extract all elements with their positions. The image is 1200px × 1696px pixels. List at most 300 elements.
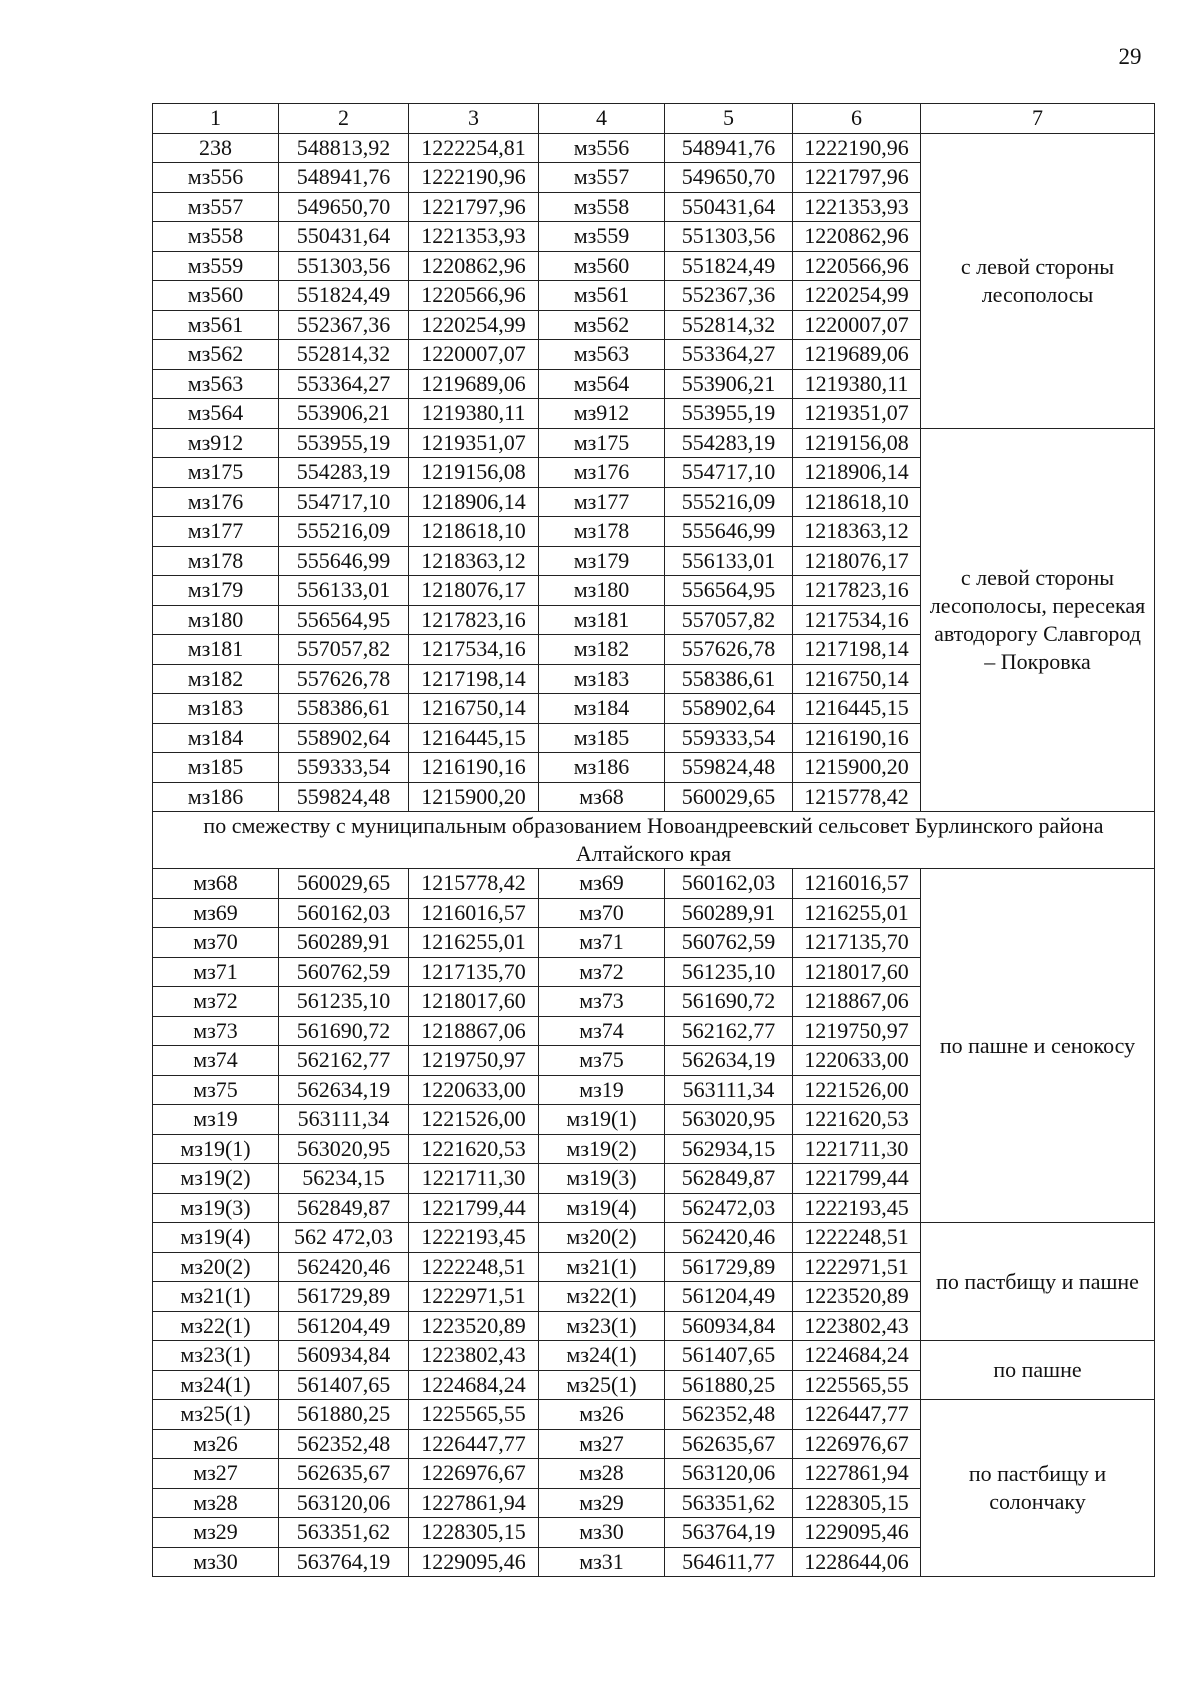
table-cell: 560289,91: [279, 928, 409, 958]
table-cell: 1226447,77: [793, 1400, 921, 1430]
boundary-description-cell: по пастбищу и солончаку: [921, 1400, 1155, 1577]
table-cell: 1218017,60: [409, 987, 539, 1017]
table-cell: 562849,87: [665, 1164, 793, 1194]
table-cell: 1222190,96: [409, 163, 539, 193]
table-cell: 1218867,06: [409, 1016, 539, 1046]
table-cell: мз563: [153, 369, 279, 399]
table-cell: 1215900,20: [409, 782, 539, 812]
table-cell: 548813,92: [279, 133, 409, 163]
table-cell: мз27: [153, 1459, 279, 1489]
table-cell: 551824,49: [665, 251, 793, 281]
table-cell: мз30: [153, 1547, 279, 1577]
table-cell: 1220254,99: [793, 281, 921, 311]
table-cell: 560289,91: [665, 898, 793, 928]
table-cell: мз72: [153, 987, 279, 1017]
table-cell: 562162,77: [665, 1016, 793, 1046]
table-cell: 550431,64: [279, 222, 409, 252]
table-cell: 563351,62: [665, 1488, 793, 1518]
table-cell: 1217534,16: [793, 605, 921, 635]
table-row: [153, 1223, 1155, 1253]
table-cell: 1219380,11: [793, 369, 921, 399]
table-cell: мз185: [539, 723, 665, 753]
table-cell: 561407,65: [279, 1370, 409, 1400]
table-cell: 553906,21: [665, 369, 793, 399]
table-cell: мз563: [539, 340, 665, 370]
table-cell: 1221799,44: [409, 1193, 539, 1223]
table-cell: 1215778,42: [793, 782, 921, 812]
table-cell: мз19: [539, 1075, 665, 1105]
table-cell: 1226976,67: [409, 1459, 539, 1489]
table-cell: 1220007,07: [793, 310, 921, 340]
table-cell: 1218867,06: [793, 987, 921, 1017]
table-cell: 561235,10: [665, 957, 793, 987]
table-cell: мз178: [153, 546, 279, 576]
table-cell: 1216445,15: [793, 694, 921, 724]
table-cell: 1217198,14: [409, 664, 539, 694]
table-cell: мз72: [539, 957, 665, 987]
table-cell: 563120,06: [665, 1459, 793, 1489]
table-cell: мз71: [153, 957, 279, 987]
table-cell: 551824,49: [279, 281, 409, 311]
table-cell: 556133,01: [665, 546, 793, 576]
table-cell: 1221620,53: [409, 1134, 539, 1164]
column-number-header: 1: [153, 104, 279, 134]
table-cell: 548941,76: [279, 163, 409, 193]
table-cell: 1219351,07: [409, 428, 539, 458]
table-cell: 1223520,89: [409, 1311, 539, 1341]
table-cell: 1222971,51: [409, 1282, 539, 1312]
table-cell: мз20(2): [539, 1223, 665, 1253]
table-cell: 1218618,10: [793, 487, 921, 517]
table-cell: мз558: [153, 222, 279, 252]
table-cell: 1219750,97: [793, 1016, 921, 1046]
table-cell: 559824,48: [665, 753, 793, 783]
table-cell: 549650,70: [665, 163, 793, 193]
table-cell: мз71: [539, 928, 665, 958]
table-cell: 562352,48: [665, 1400, 793, 1430]
table-cell: 56234,15: [279, 1164, 409, 1194]
table-cell: 561880,25: [665, 1370, 793, 1400]
table-cell: 1220862,96: [793, 222, 921, 252]
table-cell: 1223802,43: [793, 1311, 921, 1341]
section-divider-text: по смежеству с муниципальным образованием Новоандреевский сельсовет Бурлинского района Алтайского края: [153, 812, 1155, 869]
table-cell: 561407,65: [665, 1341, 793, 1371]
table-cell: мз27: [539, 1429, 665, 1459]
table-cell: мз75: [539, 1046, 665, 1076]
table-cell: 1228305,15: [793, 1488, 921, 1518]
table-cell: 1221797,96: [793, 163, 921, 193]
table-cell: мз19(1): [153, 1134, 279, 1164]
table-cell: мз26: [153, 1429, 279, 1459]
table-cell: мз177: [153, 517, 279, 547]
table-cell: 1218906,14: [409, 487, 539, 517]
table-cell: мз22(1): [153, 1311, 279, 1341]
table-cell: 558386,61: [665, 664, 793, 694]
table-cell: мз176: [539, 458, 665, 488]
table-cell: мз23(1): [539, 1311, 665, 1341]
table-cell: 552814,32: [279, 340, 409, 370]
table-cell: мз176: [153, 487, 279, 517]
table-cell: мз557: [153, 192, 279, 222]
table-cell: мз184: [153, 723, 279, 753]
table-cell: мз181: [153, 635, 279, 665]
table-cell: 1227861,94: [409, 1488, 539, 1518]
table-cell: 1220254,99: [409, 310, 539, 340]
table-cell: 551303,56: [279, 251, 409, 281]
table-cell: 558902,64: [279, 723, 409, 753]
table-cell: 556133,01: [279, 576, 409, 606]
table-cell: 562635,67: [665, 1429, 793, 1459]
table-cell: 562635,67: [279, 1459, 409, 1489]
table-cell: 1216016,57: [409, 898, 539, 928]
table-cell: 1226447,77: [409, 1429, 539, 1459]
table-cell: 563111,34: [279, 1105, 409, 1135]
table-cell: 557057,82: [665, 605, 793, 635]
table-cell: 1219689,06: [409, 369, 539, 399]
table-row: [153, 1341, 1155, 1371]
table-cell: мз23(1): [153, 1341, 279, 1371]
table-cell: 1221353,93: [793, 192, 921, 222]
table-cell: мз24(1): [153, 1370, 279, 1400]
table-cell: мз912: [539, 399, 665, 429]
table-cell: 552367,36: [279, 310, 409, 340]
table-cell: 1218618,10: [409, 517, 539, 547]
table-cell: 1220566,96: [409, 281, 539, 311]
table-cell: 561729,89: [665, 1252, 793, 1282]
table-cell: 563020,95: [665, 1105, 793, 1135]
table-cell: мз186: [153, 782, 279, 812]
table-cell: 561880,25: [279, 1400, 409, 1430]
table-cell: мз29: [153, 1518, 279, 1548]
table-cell: 1225565,55: [409, 1400, 539, 1430]
table-cell: мз557: [539, 163, 665, 193]
table-cell: мз19(3): [539, 1164, 665, 1194]
section-divider-row: [153, 812, 1155, 869]
table-row: [153, 133, 1155, 163]
table-cell: 560162,03: [665, 869, 793, 899]
table-cell: мз19(2): [539, 1134, 665, 1164]
table-cell: мз19(4): [539, 1193, 665, 1223]
table-cell: мз19(1): [539, 1105, 665, 1135]
table-cell: 1228305,15: [409, 1518, 539, 1548]
table-cell: 1220862,96: [409, 251, 539, 281]
table-cell: 1221797,96: [409, 192, 539, 222]
table-cell: 1216255,01: [793, 898, 921, 928]
table-cell: 1221620,53: [793, 1105, 921, 1135]
table-cell: 562849,87: [279, 1193, 409, 1223]
table-cell: 1219156,08: [793, 428, 921, 458]
table-cell: 562934,15: [665, 1134, 793, 1164]
table-cell: 557057,82: [279, 635, 409, 665]
column-number-header: 2: [279, 104, 409, 134]
table-cell: мз178: [539, 517, 665, 547]
table-cell: мз28: [153, 1488, 279, 1518]
table-cell: 560762,59: [279, 957, 409, 987]
table-cell: 1217823,16: [409, 605, 539, 635]
table-cell: 553955,19: [279, 428, 409, 458]
table-cell: мз182: [539, 635, 665, 665]
table-cell: мз24(1): [539, 1341, 665, 1371]
table-cell: мз70: [153, 928, 279, 958]
table-cell: 1224684,24: [793, 1341, 921, 1371]
coordinates-table-wrapper: [152, 103, 1155, 1577]
table-cell: мз25(1): [153, 1400, 279, 1430]
table-cell: 562634,19: [665, 1046, 793, 1076]
table-cell: 1218906,14: [793, 458, 921, 488]
table-cell: 555216,09: [665, 487, 793, 517]
table-cell: мз74: [539, 1016, 665, 1046]
table-cell: 554717,10: [665, 458, 793, 488]
table-cell: мз69: [539, 869, 665, 899]
table-cell: 1219689,06: [793, 340, 921, 370]
table-cell: мз73: [539, 987, 665, 1017]
table-cell: 554283,19: [665, 428, 793, 458]
table-cell: 1219156,08: [409, 458, 539, 488]
table-cell: 560934,84: [665, 1311, 793, 1341]
table-cell: мз559: [539, 222, 665, 252]
table-cell: мз25(1): [539, 1370, 665, 1400]
table-cell: 1218076,17: [793, 546, 921, 576]
table-cell: мз560: [539, 251, 665, 281]
table-cell: 556564,95: [665, 576, 793, 606]
table-cell: 560029,65: [665, 782, 793, 812]
table-cell: мз22(1): [539, 1282, 665, 1312]
boundary-description-cell: по пастбищу и пашне: [921, 1223, 1155, 1341]
table-cell: 1219351,07: [793, 399, 921, 429]
table-cell: 561690,72: [279, 1016, 409, 1046]
table-cell: 1216445,15: [409, 723, 539, 753]
table-cell: мз558: [539, 192, 665, 222]
table-header-row: [153, 104, 1155, 134]
table-cell: 1221711,30: [793, 1134, 921, 1164]
table-cell: 1220007,07: [409, 340, 539, 370]
table-cell: 562162,77: [279, 1046, 409, 1076]
table-cell: мз561: [539, 281, 665, 311]
table-cell: мз180: [539, 576, 665, 606]
table-cell: мз74: [153, 1046, 279, 1076]
table-cell: 550431,64: [665, 192, 793, 222]
table-cell: 1217135,70: [409, 957, 539, 987]
table-cell: мз19(3): [153, 1193, 279, 1223]
table-cell: 562634,19: [279, 1075, 409, 1105]
table-cell: 1226976,67: [793, 1429, 921, 1459]
table-cell: мз20(2): [153, 1252, 279, 1282]
table-cell: 1220566,96: [793, 251, 921, 281]
table-cell: мз21(1): [153, 1282, 279, 1312]
table-cell: 1216190,16: [793, 723, 921, 753]
table-cell: 1222190,96: [793, 133, 921, 163]
table-cell: 563120,06: [279, 1488, 409, 1518]
table-cell: 555646,99: [279, 546, 409, 576]
table-cell: мз556: [153, 163, 279, 193]
table-cell: 1221526,00: [793, 1075, 921, 1105]
page-number: 29: [1118, 44, 1142, 69]
table-cell: 564611,77: [665, 1547, 793, 1577]
table-cell: 562420,46: [665, 1223, 793, 1253]
table-cell: мз186: [539, 753, 665, 783]
table-row: [153, 869, 1155, 899]
table-cell: 562352,48: [279, 1429, 409, 1459]
table-cell: 562 472,03: [279, 1223, 409, 1253]
table-cell: 1223802,43: [409, 1341, 539, 1371]
table-cell: мз183: [153, 694, 279, 724]
table-row: [153, 428, 1155, 458]
table-cell: мз181: [539, 605, 665, 635]
table-cell: 553364,27: [279, 369, 409, 399]
table-cell: 549650,70: [279, 192, 409, 222]
table-cell: 560029,65: [279, 869, 409, 899]
table-cell: 554717,10: [279, 487, 409, 517]
table-cell: 551303,56: [665, 222, 793, 252]
table-cell: 1223520,89: [793, 1282, 921, 1312]
table-cell: 1222193,45: [409, 1223, 539, 1253]
table-cell: мз562: [153, 340, 279, 370]
table-cell: мз70: [539, 898, 665, 928]
table-cell: 1222971,51: [793, 1252, 921, 1282]
table-cell: мз30: [539, 1518, 665, 1548]
table-cell: мз560: [153, 281, 279, 311]
table-cell: мз183: [539, 664, 665, 694]
table-cell: мз75: [153, 1075, 279, 1105]
table-cell: мз185: [153, 753, 279, 783]
table-cell: 553364,27: [665, 340, 793, 370]
table-cell: 562472,03: [665, 1193, 793, 1223]
table-cell: 552367,36: [665, 281, 793, 311]
table-cell: мз19(4): [153, 1223, 279, 1253]
table-cell: мз180: [153, 605, 279, 635]
boundary-description-cell: по пашне: [921, 1341, 1155, 1400]
table-cell: 1225565,55: [793, 1370, 921, 1400]
table-row: [153, 1400, 1155, 1430]
table-cell: мз912: [153, 428, 279, 458]
table-cell: мз31: [539, 1547, 665, 1577]
table-cell: мз177: [539, 487, 665, 517]
table-cell: 561235,10: [279, 987, 409, 1017]
table-cell: 548941,76: [665, 133, 793, 163]
table-cell: 1215778,42: [409, 869, 539, 899]
table-cell: мз184: [539, 694, 665, 724]
table-cell: 1216016,57: [793, 869, 921, 899]
table-cell: 1224684,24: [409, 1370, 539, 1400]
table-cell: 1216750,14: [793, 664, 921, 694]
table-cell: 1221353,93: [409, 222, 539, 252]
table-cell: мз564: [153, 399, 279, 429]
table-cell: 561204,49: [665, 1282, 793, 1312]
table-cell: 1222193,45: [793, 1193, 921, 1223]
table-cell: 1219380,11: [409, 399, 539, 429]
table-cell: 560162,03: [279, 898, 409, 928]
table-cell: мз19(2): [153, 1164, 279, 1194]
column-number-header: 3: [409, 104, 539, 134]
column-number-header: 6: [793, 104, 921, 134]
table-cell: 558386,61: [279, 694, 409, 724]
table-cell: 1217823,16: [793, 576, 921, 606]
table-cell: мз68: [153, 869, 279, 899]
table-cell: 1229095,46: [793, 1518, 921, 1548]
table-cell: мз73: [153, 1016, 279, 1046]
table-cell: 559824,48: [279, 782, 409, 812]
table-cell: мз19: [153, 1105, 279, 1135]
table-cell: 1220633,00: [409, 1075, 539, 1105]
table-cell: 1216255,01: [409, 928, 539, 958]
table-cell: 560762,59: [665, 928, 793, 958]
boundary-description-cell: с левой стороны лесополосы, пересекая автодорогу Славгород – Покровка: [921, 428, 1155, 812]
column-number-header: 4: [539, 104, 665, 134]
table-cell: 1220633,00: [793, 1046, 921, 1076]
table-cell: 1217135,70: [793, 928, 921, 958]
table-cell: 559333,54: [279, 753, 409, 783]
table-cell: 1218363,12: [793, 517, 921, 547]
table-cell: 1221799,44: [793, 1164, 921, 1194]
table-cell: 1215900,20: [793, 753, 921, 783]
table-cell: мз561: [153, 310, 279, 340]
column-number-header: 5: [665, 104, 793, 134]
table-cell: 1221711,30: [409, 1164, 539, 1194]
table-cell: 1227861,94: [793, 1459, 921, 1489]
boundary-description-cell: с левой стороны лесополосы: [921, 133, 1155, 428]
table-cell: мз175: [539, 428, 665, 458]
table-cell: 554283,19: [279, 458, 409, 488]
table-cell: 561690,72: [665, 987, 793, 1017]
table-cell: 560934,84: [279, 1341, 409, 1371]
table-cell: 1217534,16: [409, 635, 539, 665]
table-cell: 1218076,17: [409, 576, 539, 606]
table-cell: 238: [153, 133, 279, 163]
table-cell: 563111,34: [665, 1075, 793, 1105]
table-cell: 1222254,81: [409, 133, 539, 163]
column-number-header: 7: [921, 104, 1155, 134]
table-cell: 561204,49: [279, 1311, 409, 1341]
table-cell: мз26: [539, 1400, 665, 1430]
table-cell: мз175: [153, 458, 279, 488]
table-cell: 557626,78: [665, 635, 793, 665]
table-cell: 563764,19: [279, 1547, 409, 1577]
table-cell: 562420,46: [279, 1252, 409, 1282]
table-cell: 1222248,51: [409, 1252, 539, 1282]
boundary-description-cell: по пашне и сенокосу: [921, 869, 1155, 1223]
table-cell: 555216,09: [279, 517, 409, 547]
table-cell: 557626,78: [279, 664, 409, 694]
table-cell: 563020,95: [279, 1134, 409, 1164]
table-cell: 558902,64: [665, 694, 793, 724]
table-cell: 1222248,51: [793, 1223, 921, 1253]
coordinates-table: [152, 103, 1155, 1577]
table-cell: мз28: [539, 1459, 665, 1489]
table-cell: 1221526,00: [409, 1105, 539, 1135]
table-cell: 1218363,12: [409, 546, 539, 576]
table-cell: 1216190,16: [409, 753, 539, 783]
table-cell: 1216750,14: [409, 694, 539, 724]
table-cell: 559333,54: [665, 723, 793, 753]
table-cell: мз68: [539, 782, 665, 812]
table-cell: 552814,32: [665, 310, 793, 340]
table-cell: мз69: [153, 898, 279, 928]
table-cell: 1229095,46: [409, 1547, 539, 1577]
table-cell: 553955,19: [665, 399, 793, 429]
table-cell: мз29: [539, 1488, 665, 1518]
table-cell: мз179: [539, 546, 665, 576]
table-cell: 1219750,97: [409, 1046, 539, 1076]
table-cell: мз564: [539, 369, 665, 399]
table-cell: мз559: [153, 251, 279, 281]
table-cell: мз21(1): [539, 1252, 665, 1282]
table-cell: 563351,62: [279, 1518, 409, 1548]
table-cell: 1218017,60: [793, 957, 921, 987]
table-cell: 556564,95: [279, 605, 409, 635]
table-cell: 555646,99: [665, 517, 793, 547]
table-cell: 553906,21: [279, 399, 409, 429]
table-cell: мз556: [539, 133, 665, 163]
